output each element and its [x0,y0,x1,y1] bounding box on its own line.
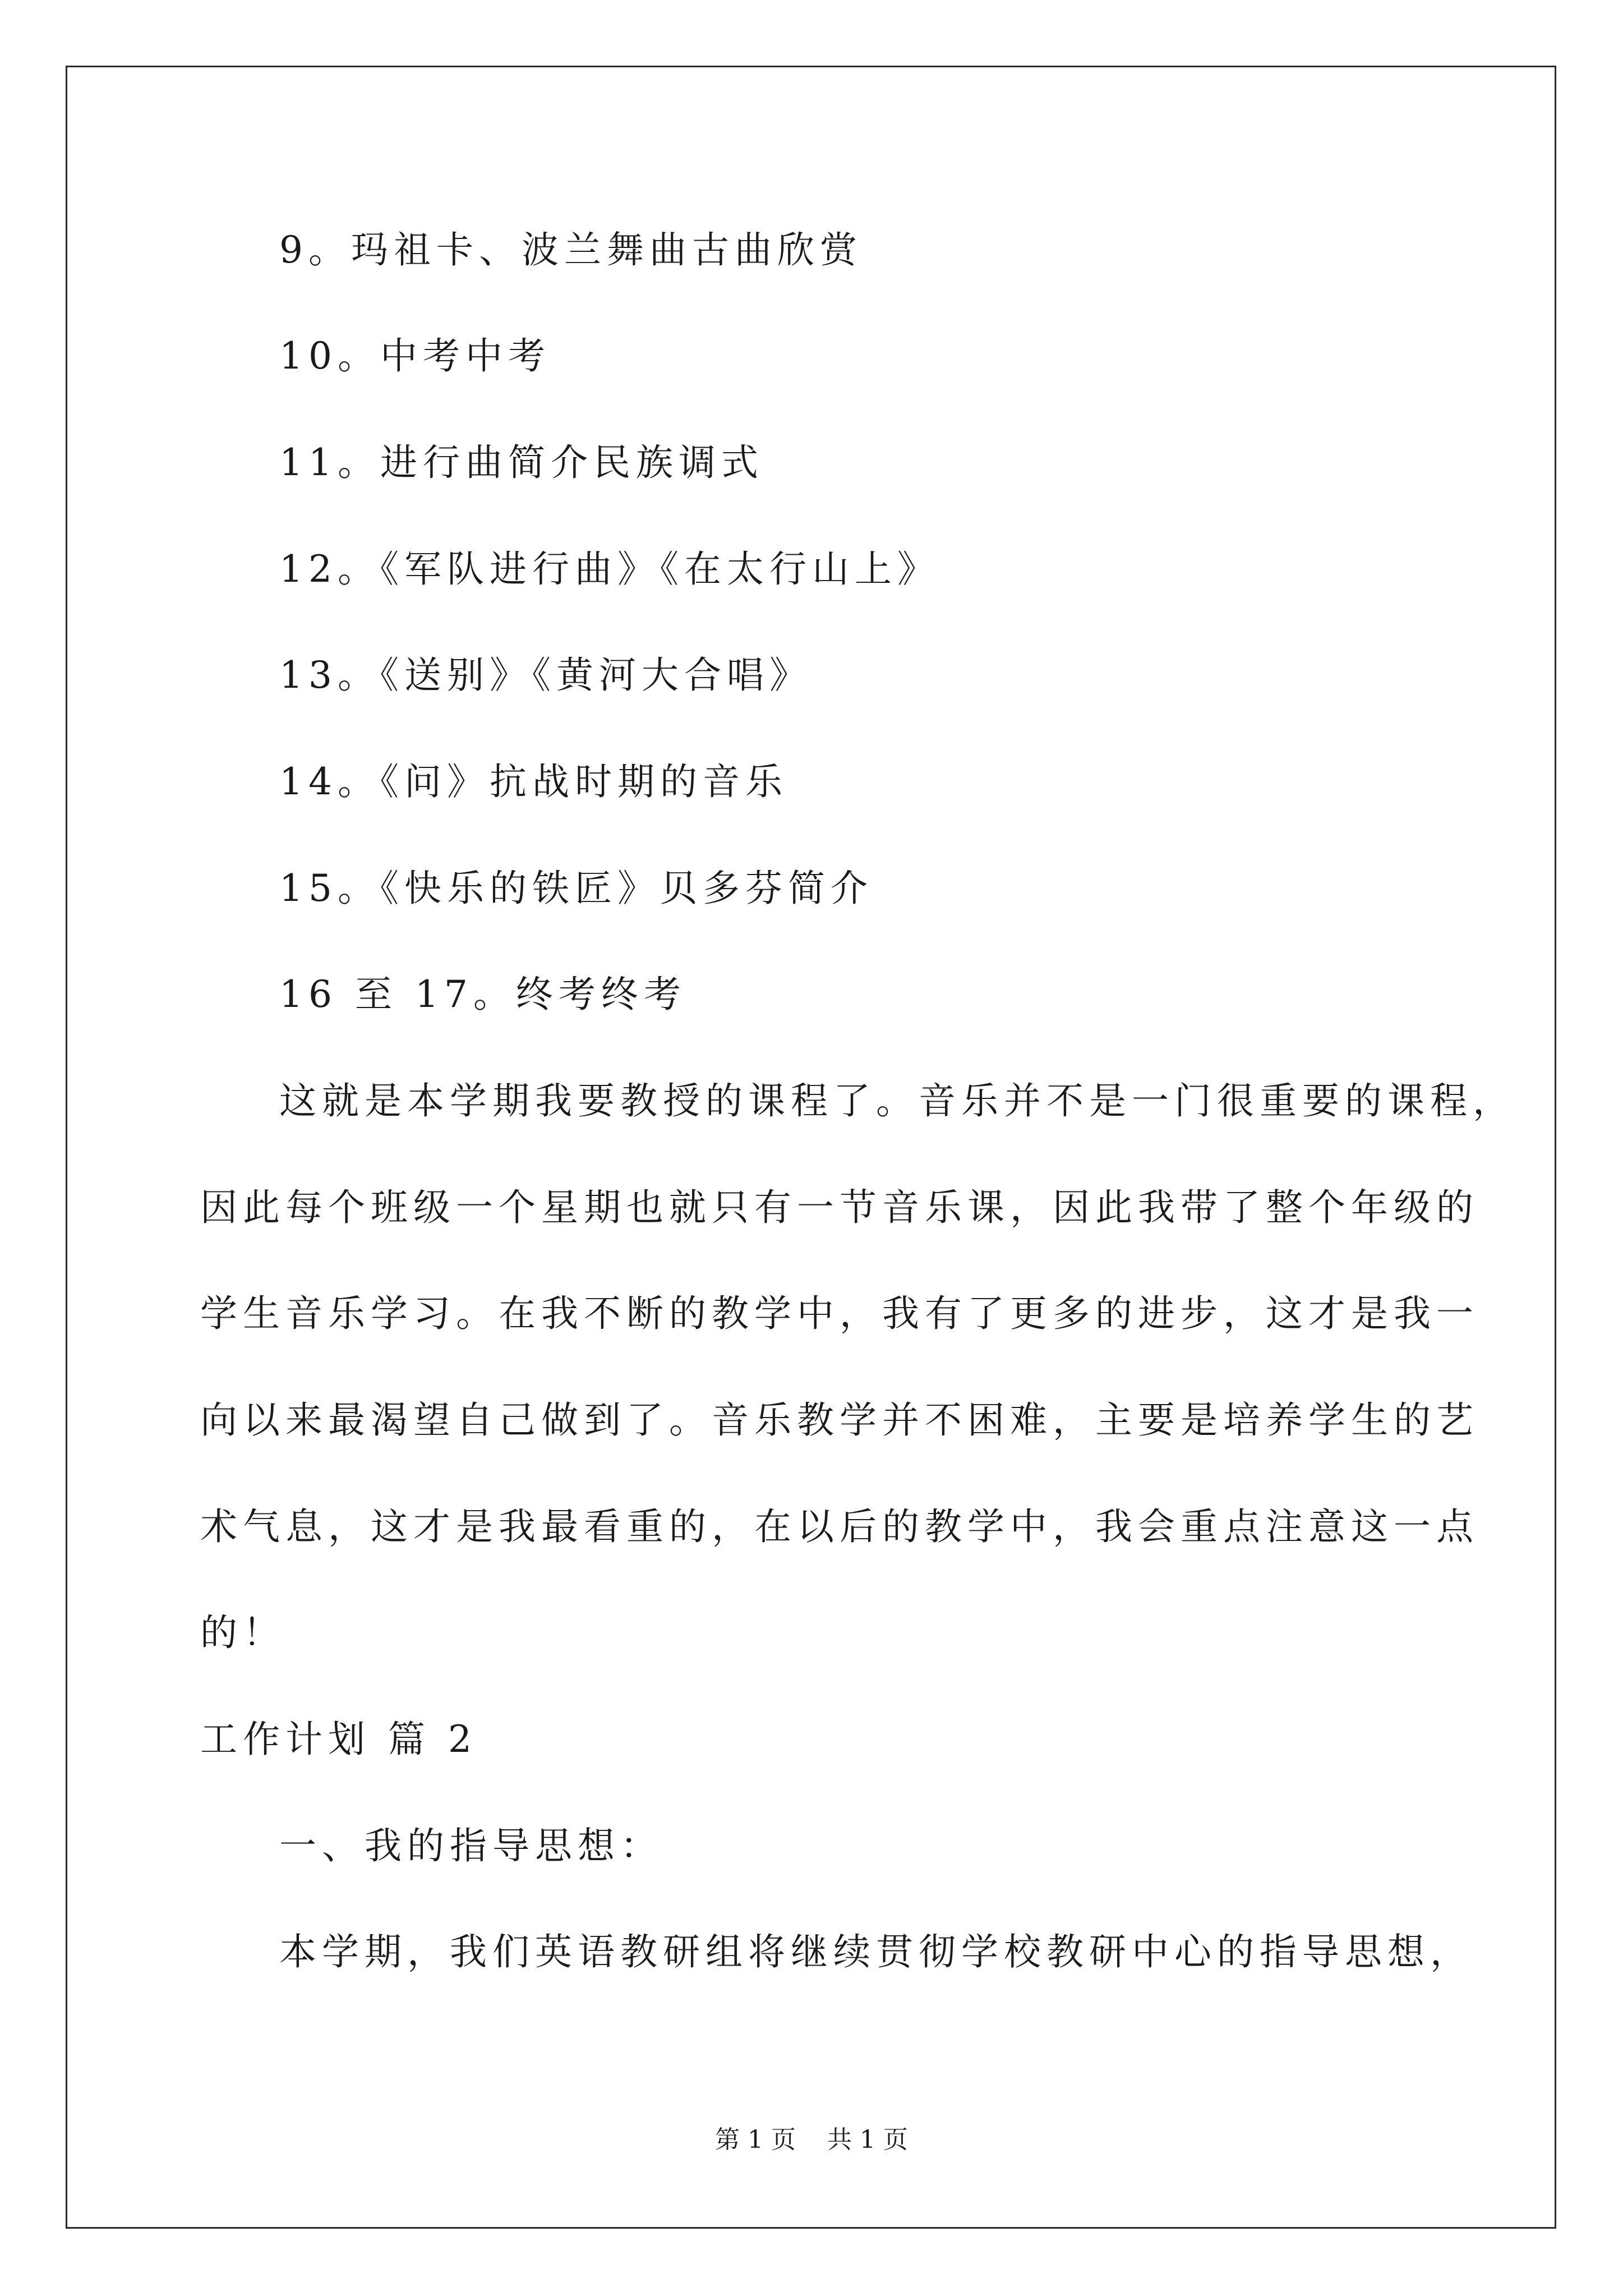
list-item: 10。中考中考 [279,334,551,378]
paragraph-line: 因此每个班级一个星期也就只有一节音乐课，因此我带了整个年级的 [200,1186,1479,1229]
list-item: 13。《送别》《黄河大合唱》 [279,654,812,697]
list-item: 15。《快乐的铁匠》贝多芬简介 [279,867,873,910]
paragraph-line: 的！ [200,1611,285,1654]
paragraph-line: 这就是本学期我要教授的课程了。音乐并不是一门很重要的课程， [279,1079,1515,1122]
list-item: 9。玛祖卡、波兰舞曲古曲欣赏 [279,228,863,272]
paragraph-line: 学生音乐学习。在我不断的教学中，我有了更多的进步，这才是我一 [200,1292,1479,1335]
paragraph-line: 本学期，我们英语教研组将继续贯彻学校教研中心的指导思想， [279,1930,1473,1973]
list-item: 16 至 17。终考终考 [279,973,686,1016]
paragraph-line: 术气息，这才是我最看重的，在以后的教学中，我会重点注意这一点 [200,1505,1479,1548]
subheading: 一、我的指导思想： [279,1824,663,1867]
page-footer: 第 1 页 共 1 页 [715,2125,908,2154]
paragraph-line: 向以来最渴望自己做到了。音乐教学并不困难，主要是培养学生的艺 [200,1398,1479,1442]
list-item: 12。《军队进行曲》《在太行山上》 [279,547,940,591]
section-heading: 工作计划 篇 2 [200,1718,477,1761]
list-item: 11。进行曲简介民族调式 [279,441,764,484]
list-item: 14。《问》抗战时期的音乐 [279,760,788,803]
page-border [66,66,1556,2229]
